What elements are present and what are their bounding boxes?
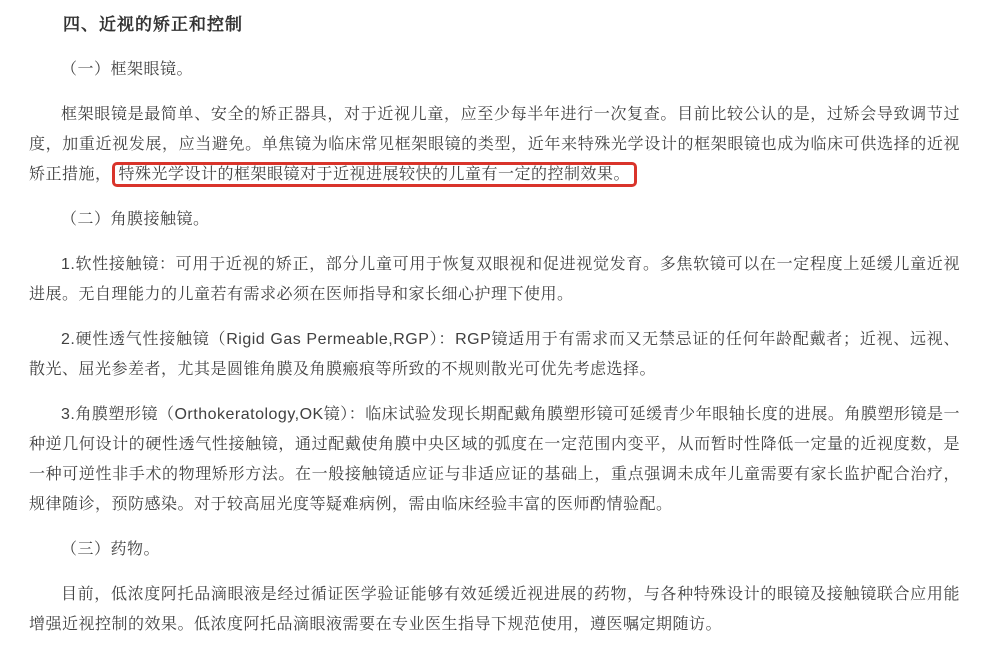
section-heading-contact-lens: （二）角膜接触镜。 [61, 211, 210, 228]
paragraph-atropine: 目前，低浓度阿托品滴眼液是经过循证医学验证能够有效延缓近视进展的药物，与各种特殊设计的眼镜及接触镜联合应用能增强近视控制的效果。低浓度阿托品滴眼液需要在专业医生指导下规范使用，遵医嘱定期随访。 [29, 586, 960, 633]
paragraph-soft-contact-lens: 1.软性接触镜：可用于近视的矫正，部分儿童可用于恢复双眼视和促进视觉发育。多焦软镜可以在一定程度上延缓儿童近视进展。无自理能力的儿童若有需求必须在医师指导和家长细心护理下使用。 [29, 256, 960, 303]
section-heading-medication: （三）药物。 [61, 541, 161, 558]
document-title: 四、近视的矫正和控制 [63, 15, 243, 34]
section-heading-frame-glasses: （一）框架眼镜。 [61, 61, 194, 78]
paragraph-rgp-lens: 2.硬性透气性接触镜（Rigid Gas Permeable,RGP）：RGP镜适用于有需求而又无禁忌证的任何年龄配戴者；近视、远视、散光、屈光参差者，尤其是圆锥角膜及角膜瘢痕等所致的不规则散光可优先考虑选择。 [29, 331, 960, 378]
highlighted-sentence-box: 特殊光学设计的框架眼镜对于近视进展较快的儿童有一定的控制效果。 [112, 162, 638, 187]
paragraph-frame-glasses [29, 100, 960, 190]
paragraph-text: 框架眼镜是最简单、安全的矫正器具，对于近视儿童，应至少每半年进行一次复查。目前比较公认的是，过矫会导致调节过度，加重近视发展，应当避免。单焦镜为临床常见框架眼镜的类型，近年来特殊光学设计的框架眼镜也成为临床可供选择的近视矫正措施， [29, 106, 960, 183]
paragraph-orthokeratology-lens: 3.角膜塑形镜（Orthokeratology,OK镜）：临床试验发现长期配戴角膜塑形镜可延缓青少年眼轴长度的进展。角膜塑形镜是一种逆几何设计的硬性透气性接触镜，通过配戴使角膜中央区域的弧度在一定范围内变平，从而暂时性降低一定量的近视度数，是一种可逆性非手术的物理矫形方法。在一般接触镜适应证与非适应证的基础上，重点强调未成年儿童需要有家长监护配合治疗，规律随诊，预防感染。对于较高屈光度等疑难病例，需由临床经验丰富的医师酌情验配。 [29, 406, 960, 513]
